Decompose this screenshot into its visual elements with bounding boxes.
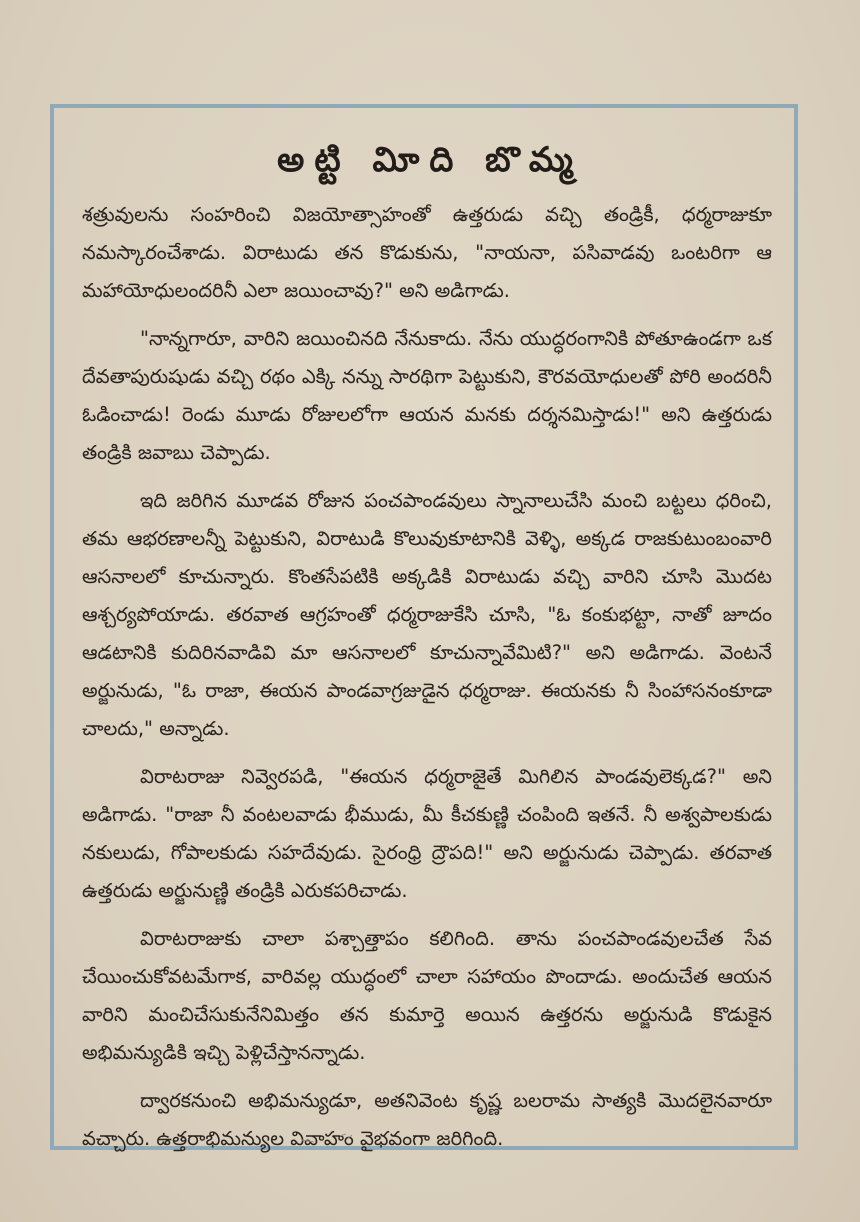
paper-smudge: [300, 1132, 360, 1144]
page-title: అట్టి విూది బొమ్మ: [277, 140, 583, 180]
paragraph: ద్వారకనుంచి అభిమన్యుడూ, అతనివెంట కృష్ణ బలరామ సాత్యకి మొదలైనవారూ వచ్చారు. ఉత్తరాభిమన్యుల వివాహం వైభవంగా జరిగింది.: [82, 1089, 772, 1150]
paragraph: విరాటరాజుకు చాలా పశ్చాత్తాపం కలిగింది. తాను పంచపాండవులచేత సేవ చేయించుకోవటమేగాక, వారివల్ల యుద్ధంలో చాలా సహాయం పొందాడు. అందుచేత ఆయన వారిని మంచిచేసుకునేనిమిత్తం తన కుమార్తె అయిన ఉత్తరను అర్జునుడి కొడుకైన అభిమన్యుడికి ఇచ్చి పెళ్లిచేస్తానన్నాడు.: [82, 927, 772, 1064]
paragraph: విరాటరాజు నివ్వెరపడి, "ఈయన ధర్మరాజైతే మిగిలిన పాండవులెక్కడ?" అని అడిగాడు. "రాజా నీ వంటలవాడు భీముడు, మీ కీచకుణ్ణి చంపింది ఇతనే. నీ అశ్వపాలకుడు నకులుడు, గోపాలకుడు సహదేవుడు. సైరంధ్రి ద్రౌపది!" అని అర్జునుడు చెప్పాడు. తరవాత ఉత్తరుడు అర్జునుణ్ణి తండ్రికి ఎరుకపరిచాడు.: [82, 765, 772, 902]
paragraph: ఇది జరిగిన మూడవ రోజున పంచపాండవులు స్నానాలుచేసి మంచి బట్టలు ధరించి, తమ ఆభరణాలన్నీ పెట్టుకుని, విరాటుడి కొలువుకూటానికి వెళ్ళి, అక్కడ రాజకుటుంబంవారి ఆసనాలలో కూచున్నారు. కొంతసేపటికి అక్కడికి విరాటుడు వచ్చి వారిని చూసి మొదట ఆశ్చర్యపోయాడు. తరవాత ఆగ్రహంతో ధర్మరాజుకేసి చూసి, "ఓ కంకుభట్టా, నాతో జూదం ఆడటానికి కుదిరినవాడివి మా ఆసనాలలో కూచున్నావేమిటి?" అని అడిగాడు. వెంటనే అర్జునుడు, "ఓ రాజా, ఈయన పాండవాగ్రజుడైన ధర్మరాజు. ఈయనకు నీ సింహాసనంకూడా చాలదు," అన్నాడు.: [82, 489, 772, 740]
story-body: [82, 196, 772, 1168]
paragraph: శత్రువులను సంహరించి విజయోత్సాహంతో ఉత్తరుడు వచ్చి తండ్రికీ, ధర్మరాజుకూ నమస్కారంచేశాడు. విరాటుడు తన కొడుకును, "నాయనా, పసివాడవు ఒంటరిగా ఆ మహాయోధులందరినీ ఎలా జయించావు?" అని అడిగాడు.: [82, 203, 772, 302]
paragraph: "నాన్నగారూ, వారిని జయించినది నేనుకాదు. నేను యుద్ధరంగానికి పోతూఉండగా ఒక దేవతాపురుషుడు వచ్చి రథం ఎక్కి నన్ను సారథిగా పెట్టుకుని, కౌరవయోధులతో పోరి అందరినీ ఓడించాడు! రెండు మూడు రోజులలోగా ఆయన మనకు దర్శనమిస్తాడు!" అని ఉత్తరుడు తండ్రికి జవాబు చెప్పాడు.: [82, 327, 772, 464]
